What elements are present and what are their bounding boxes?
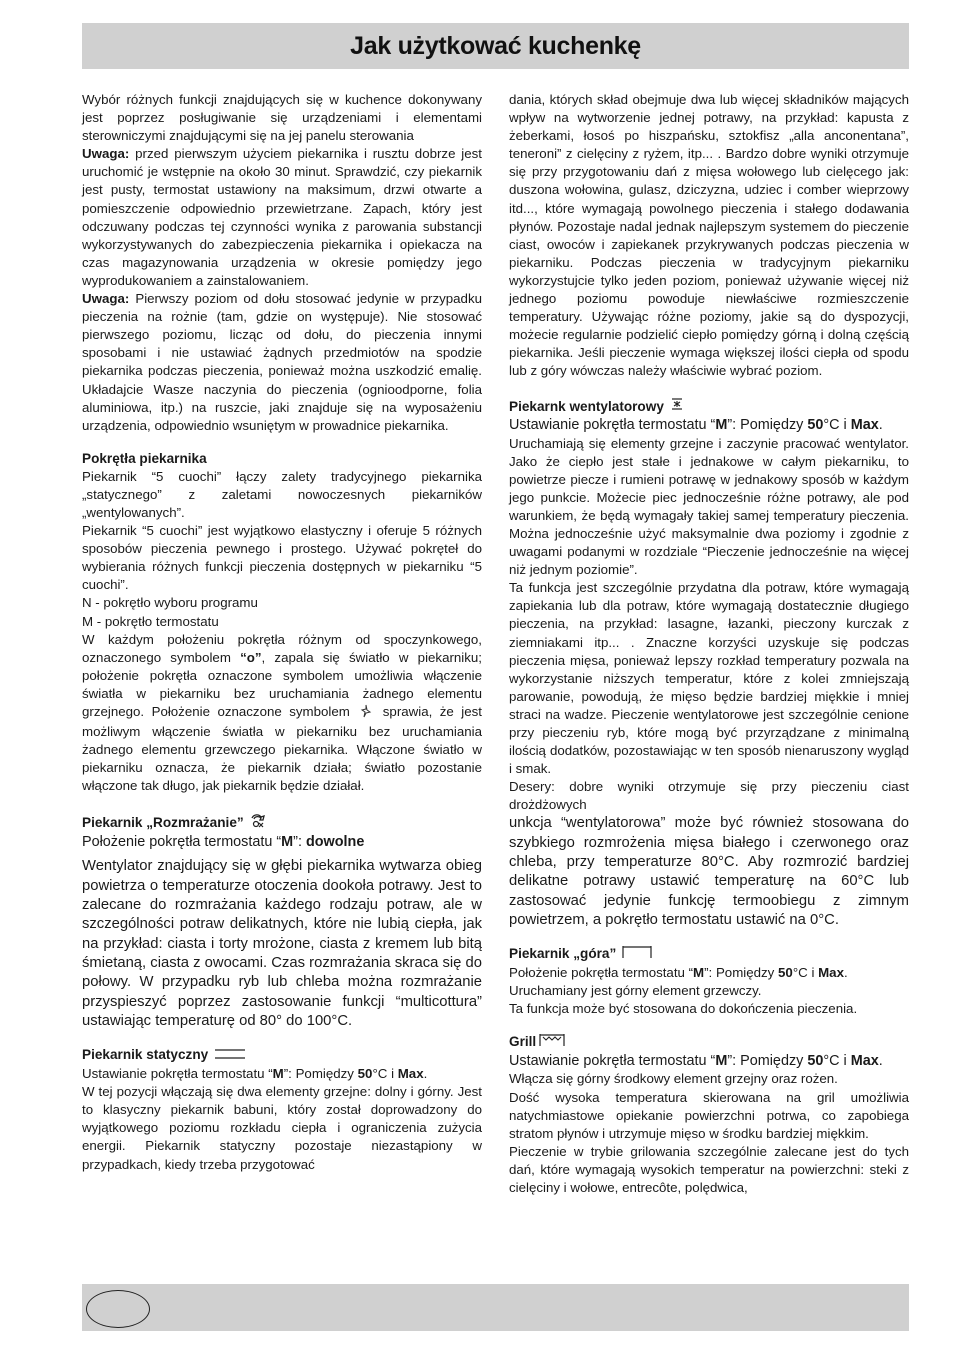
fan-icon bbox=[670, 397, 684, 416]
fan-paragraph-3: Desery: dobre wyniki otrzymuje się przy pieczeniu ciast drożdżowych bbox=[509, 779, 909, 813]
grill-paragraph-2: Dość wysoka temperatura skierowana na gril umożliwia natychmiastowe opiekanie powierzchni potrwa, co zapobiega stratom płynów i utrzymuje mięso w środku bardziej miękkim. bbox=[509, 1089, 909, 1141]
static-setting: Ustawianie pokrętła termostatu “M”: Pomiędzy 50°C i Max. bbox=[82, 1066, 428, 1082]
fan-paragraph-1: Uruchamiają się elementy grzejne i zaczynie pracować wentylator. Jako że ciepło jest stałe i jednakowe w całym piekarniku, to powietrze piecze i rumieni potrawę w jednakowy sposób w każdym jego punkcie. Możecie piec jednocześnie różne potrawy, ale pod warunkiem, że będą wymagały takiej samej temperatury pieczenia. Można jednocześnie użyć maksymalnie dwa poziomy i zgodnie z uwagami podanymi w rozdziale “Pieczenie jednocześnie na więcej niż jednym poziomie”. bbox=[509, 435, 909, 578]
static-body: W tej pozycji włączają się dwa elementy grzejne: dolny i górny. Jest to klasyczny piekarnik babuni, który został doprowadzony do wyjątkowego poziomu rozkładu ciepła i ograniczenia zużycia energii. Piekarnik statyczny pozostaje niezastąpiony w przypadkach, kiedy trzeba przygotować bbox=[82, 1084, 482, 1172]
intro-paragraph: Wybór różnych funkcji znajdujących się w kuchence dokonywany jest poprzez posługiwanie się urządzeniami i elementami sterowniczymi znajdującymi się na jej panelu sterowania bbox=[82, 92, 482, 144]
defrost-body: Wentylator znajdujący się w głębi piekarnika wytwarza obieg powietrza o temperaturze otoczenia dookoła potrawy. Jest to zalecane do rozmrażania każdego rodzaju potraw, ale w szczególności potraw delikatnych, które nie lubią ciepła, jak na przykład: ciasta i torty mrożone, ciasta z kremem lub bitą śmietaną, ciasta z owocami. Czas rozmrażania skraca się do połowy. W przypadku ryb lub chleba można rozmrażanie przyspieszyć poprzez zastosowanie funkcji “multicottura” ustawiając temperaturę od 80° do 100°C. bbox=[82, 858, 482, 1029]
left-column bbox=[82, 91, 482, 1174]
knob-paragraph-3: W każdym położeniu pokrętła różnym od spoczynkowego, oznaczonego symbolem “o”, zapala się światło w piekarniku; położenie pokrętła oznaczone symbolem umożliwia włączenie światła w piekarniku bez uruchamiania żadnego elementu grzejnego. Położenie oznaczone symbolem sprawia, że jest możliwym włączenie światła w piekarniku bez uruchamiania żadnego elementu grzewczego piekarnika. Włączone światło w piekarniku oznacza, że piekarnik działa; światło pozostanie włączone tak długo, jak piekarnik będzie działał. bbox=[82, 631, 482, 794]
knob-n-line: N - pokrętło wyboru programu bbox=[82, 595, 258, 611]
defrost-icon bbox=[250, 814, 266, 833]
defrost-setting: Położenie pokrętła termostatu “M”: dowolne bbox=[82, 834, 365, 851]
static-continuation: dania, których skład obejmuje dwa lub więcej składników mających wpływ na wytworzenie jednej potrawy, na przykład: kapusta z żeberkami, łosoś po hiszpańsku, sztokfisz „alla anconentana”, teneroni” z cielęciny z ryżem, itp... . Bardzo dobre wyniki otrzymuje się przy przygotowaniu dań z mięsa wołowego lub cielęcego jak: duszona wołowina, gulasz, dziczyzna, udziec i comber wieprzowy itd..., które wymagają powolnego pieczenia i stałego dodawania płynów. Pozostaje nadal jednak najlepszym systemem do pieczenie ciast, owoców i zapiekanek przykrywanych podczas pieczenia w piekarniku. Podczas pieczenia w tradycyjnym piekarniku wykorzystujcie tylko jeden poziom, ponieważ używanie więcej niż jednego poziomu powoduje niewłaściwe rozmieszczenie temperatury. Używając różne poziomy, jakie są do dyspozycji, możecie regularnie podzielić ciepło pomiędzy górną i dolną częścią piekarnika. Jeśli pieczenie wymaga większej ilości ciepła od spodu lub z góry wówczas należy właściwie wybrać poziom. bbox=[509, 92, 909, 379]
knob-section-title: Pokrętła piekarnika bbox=[82, 450, 207, 466]
static-section-title: Piekarnik statyczny bbox=[82, 1045, 482, 1065]
grill-section-title: Grill bbox=[509, 1032, 909, 1052]
top-setting: Położenie pokrętła termostatu “M”: Pomiędzy 50°C i Max. bbox=[509, 965, 848, 981]
top-heat-icon bbox=[622, 945, 652, 964]
fan-section-title: Piekarnk wentylatorowy bbox=[509, 397, 909, 417]
top-paragraph-2: Ta funkcja może być stosowana do dokończenia pieczenia. bbox=[509, 1001, 858, 1017]
fan-paragraph-4: unkcja “wentylatorowa” może być również stosowana do szybkiego rozmrożenia mięsa białego i czerwonego oraz chleba, przy temperaturze 80°C. Aby rozmrozić bardziej delikatne potrawy ustawić temperaturę na 60°C lub zastosować jedynie funkcję termoobiegu z zimnym powietrzem, a pokrętło termostatu ustawić na 0°C. bbox=[509, 815, 909, 928]
note-2: Uwaga: Pierwszy poziom od dołu stosować jedynie w przypadku pieczenia na rożnie (tam, gdzie on występuje). Nie stosować pierwszego poziomu, licząc od dołu, do pieczenia innymi sposobami i nie ustawiać żądnych przedmiotów na spodzie piekarnika podczas pieczenia, ponieważ można uszkodzić emalię. Układajcie Wasze naczynia do pieczenia (ognioodporne, folia aluminiowa, itp.) na ruszcie, jaki znajduje się na wyposażeniu urządzenia, odpowiednio wsuniętym w prowadnice piekarnika. bbox=[82, 291, 482, 433]
top-section-title: Piekarnik „góra” bbox=[509, 944, 909, 964]
static-oven-icon bbox=[214, 1046, 246, 1065]
grill-icon bbox=[539, 1033, 565, 1052]
fan-setting: Ustawianie pokrętła termostatu “M”: Pomiędzy 50°C i Max. bbox=[509, 417, 883, 434]
footer-bar bbox=[82, 1284, 909, 1331]
top-paragraph-1: Uruchamiany jest górny element grzewczy. bbox=[509, 983, 762, 999]
defrost-section-title: Piekarnik „Rozmrażanie” bbox=[82, 813, 482, 833]
knob-m-line: M - pokrętło termostatu bbox=[82, 613, 219, 629]
note-1: Uwaga: przed pierwszym użyciem piekarnika i rusztu dobrze jest uruchomić je wstępnie na około 30 minut. Sprawdzić, czy piekarnik jest pusty, termostat ustawiony na maksimum, drzwi otwarte a pomieszczenie odpowiednio przewietrzane. Zapach, który jest odczuwany podczas tej czynności wynika z parowania substancji wykorzystywanych do zabezpieczenia piekarnika i opiekacza na czas magazynowania urządzenia w okresie pomiędzy jego wyprodukowaniem a zainstalowaniem. bbox=[82, 146, 482, 288]
lamp-icon bbox=[360, 704, 372, 723]
grill-paragraph-1: Włącza się górny środkowy element grzejny oraz rożen. bbox=[509, 1071, 838, 1087]
knob-paragraph-1: Piekarnik “5 cuochi” łączy zalety tradycyjnego piekarnika „statycznego” z zaletami nowoczesnych piekarników „wentylowanych”. bbox=[82, 468, 482, 520]
grill-setting: Ustawianie pokrętła termostatu “M”: Pomiędzy 50°C i Max. bbox=[509, 1053, 883, 1070]
right-column bbox=[509, 91, 909, 1197]
fan-paragraph-2: Ta funkcja jest szczególnie przydatna dla potraw, które wymagają zapiekania lub dla potraw, które wymagają dostatecznie długiego pieczenia, na przykład: lasagne, łazanki, pieczony kurczak z ziemniakami itp... . Znaczne korzyści uzyskuje się podczas pieczenia mięsa, ponieważ lepszy rozkład temperatury pozwala na wykorzystanie niższych temperatur, które z kolei zmniejszają parowanie, powodują, że mięso będzie bardziej miękkie i mniej straci na wadze. Pieczenie wentylatorowe jest szczególnie cenione przy pieczeniu ryb, które mogą być przyrządzane z minimalną ilością dodatków, pozostawiając w ten sposób nienaruszony wygląd i smak. bbox=[509, 580, 909, 777]
page-title: Jak użytkować kuchenkę bbox=[350, 31, 641, 60]
knob-paragraph-2: Piekarnik “5 cuochi” jest wyjątkowo elastyczny i oferuje 5 różnych sposobów pieczenia pewnego i prostego. Używać pokręteł do wybierania różnych funkcji pieczenia dostępnych w piekarniku “5 cuochi”. bbox=[82, 523, 482, 593]
header-bar bbox=[82, 23, 909, 69]
grill-paragraph-3: Pieczenie w trybie grilowania szczególnie zalecane jest do tych dań, które wymagają wysokich temperatur na powierzchni: steki z cielęciny i wołowe, entrecôte, polędwica, bbox=[509, 1143, 909, 1195]
page-number-oval bbox=[86, 1290, 150, 1328]
